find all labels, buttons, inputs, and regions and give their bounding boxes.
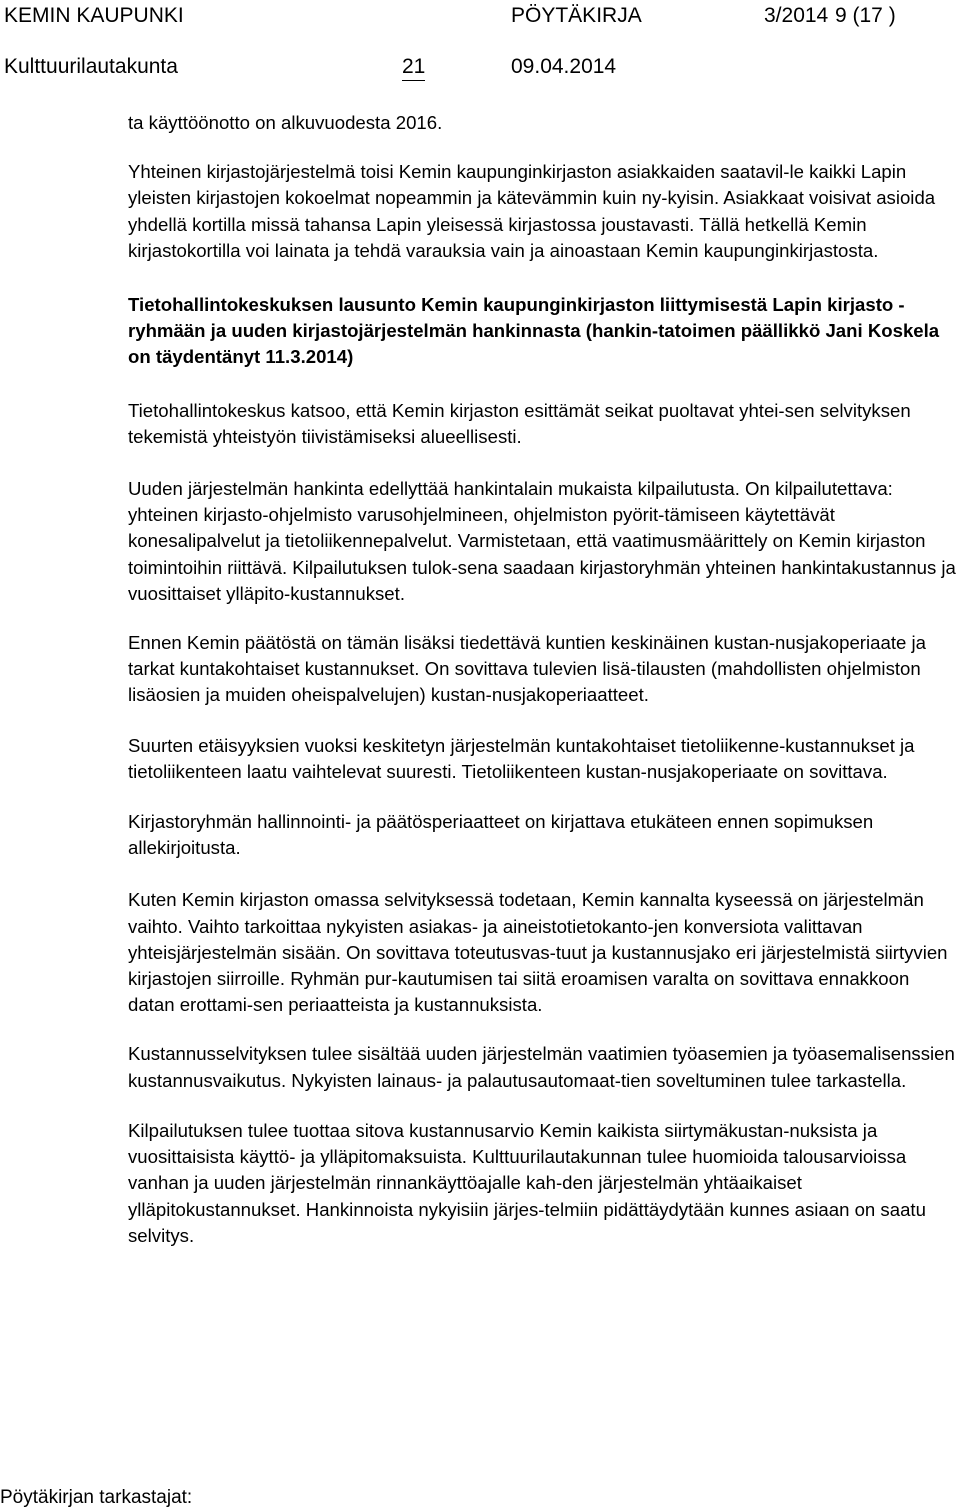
reviewers-label: Pöytäkirjan tarkastajat: bbox=[0, 1487, 193, 1508]
paragraph-cost-estimate: Kilpailutuksen tulee tuottaa sitova kustannusarvio Kemin kaikista siirtymäkustan-nuksista ja vuosittaisista käyttö- ja ylläpitomaksuista. Kulttuurilautakunnan tulee huomioida talousarvioissa vanhan ja uuden järjestelmän rinnankäyttöajalle kah-den järjestelmän yhtäaikaiset ylläpitokustannukset. Hankinnoista nykyisiin järjes-telmiin pidättäydytään kunnes asiaan on saatu selvitys. bbox=[128, 1119, 926, 1246]
paragraph-shared-system: Yhteinen kirjastojärjestelmä toisi Kemin kaupunginkirjaston asiakkaiden saatavil-le kaikki Lapin yleisten kirjastojen kokoelmat nopeammin ja kätevämmin kuin ny-kyisin. Asiakkaat voisivat asioida yhdellä kortilla missä tahansa Lapin yleisessä kirjastossa joustavasti. Tällä hetkellä Kemin kirjastokortilla voi lainata ja tehdä varauksia vain ja ainoastaan Kemin kaupunginkirjastosta. bbox=[128, 161, 936, 261]
section-underline bbox=[402, 80, 425, 81]
header-committee: Kulttuurilautakunta bbox=[4, 55, 178, 78]
paragraph-intro-continuation: ta käyttöönotto on alkuvuodesta 2016. bbox=[128, 112, 443, 133]
document-body bbox=[128, 110, 958, 1249]
paragraph-governance: Kirjastoryhmän hallinnointi- ja päätösperiaatteet on kirjattava etukäteen ennen sopimuksen allekirjoitusta. bbox=[128, 811, 874, 859]
paragraph-procurement: Uuden järjestelmän hankinta edellyttää hankintalain mukaista kilpailutusta. On kilpailutettava: yhteinen kirjasto-ohjelmisto varusohjelmineen, ohjelmiston pyörit-tämiseen käytettävät konesalipalvelut ja tietoliikennepalvelut. Varmistetaan, että vaatimusmäärittely on Kemin kirjaston toimintoihin riittävä. Kilpailutuksen tulok-sena saadaan kirjastoryhmän yhteinen hankintakustannus ja vuosittaiset ylläpito-kustannukset. bbox=[128, 478, 956, 604]
header-doc-type: PÖYTÄKIRJA bbox=[511, 4, 642, 27]
paragraph-system-change: Kuten Kemin kirjaston omassa selvityksessä todetaan, Kemin kannalta kyseessä on järjestelmän vaihto. Vaihto tarkoittaa nykyisten asiakas- ja aineistotietokanto-jen konversiota valittavan yhteisjärjestelmän sisään. On sovittava toteutusvas-tuut ja kustannusjako eri järjestelmistä siirtyvien kirjastojen siirroille. Ryhmän pur-kautumisen tai siitä eroamisen varalta on sovittava ennakkoon datan erottami-sen periaatteista ja kustannuksista. bbox=[128, 889, 948, 1016]
header-page-number: 9 (17 ) bbox=[835, 4, 896, 27]
header-doc-number: 3/2014 bbox=[764, 4, 829, 27]
paragraph-telecom-costs: Suurten etäisyyksien vuoksi keskitetyn järjestelmän kuntakohtaiset tietoliikenne-kustannukset ja tietoliikenteen laatu vaihtelevat suuresti. Tietoliikenteen kustan-nusjakoperiaate on sovittava. bbox=[128, 734, 915, 782]
paragraph-opinion: Tietohallintokeskus katsoo, että Kemin kirjaston esittämät seikat puoltavat yhtei-sen selvityksen tekemistä yhteistyön tiivistämiseksi alueellisesti. bbox=[128, 399, 911, 447]
header-section: 21 bbox=[402, 55, 426, 78]
header-date: 09.04.2014 bbox=[511, 55, 617, 78]
header-organization: KEMIN KAUPUNKI bbox=[4, 4, 184, 27]
paragraph-workstations: Kustannusselvityksen tulee sisältää uuden järjestelmän vaatimien työasemien ja työasemalisenssien kustannusvaikutus. Nykyisten lainaus- ja palautusautomaat-tien soveltuminen tulee tarkastella. bbox=[128, 1043, 955, 1091]
paragraph-cost-sharing: Ennen Kemin päätöstä on tämän lisäksi tiedettävä kuntien keskinäinen kustan-nusjakoperiaate ja tarkat kuntakohtaiset kustannukset. On sovittava tulevien lisä-tilausten (mahdollisten ohjelmiston lisäosien ja muiden oheispalvelujen) kustan-nusjakoperiaatteet. bbox=[128, 632, 926, 706]
statement-heading: Tietohallintokeskuksen lausunto Kemin kaupunginkirjaston liittymisestä Lapin kirjasto -ryhmään ja uuden kirjastojärjestelmän hankinnasta (hankin-tatoimen päällikkö Jani Koskela on täydentänyt 11.3.2014) bbox=[128, 294, 940, 368]
